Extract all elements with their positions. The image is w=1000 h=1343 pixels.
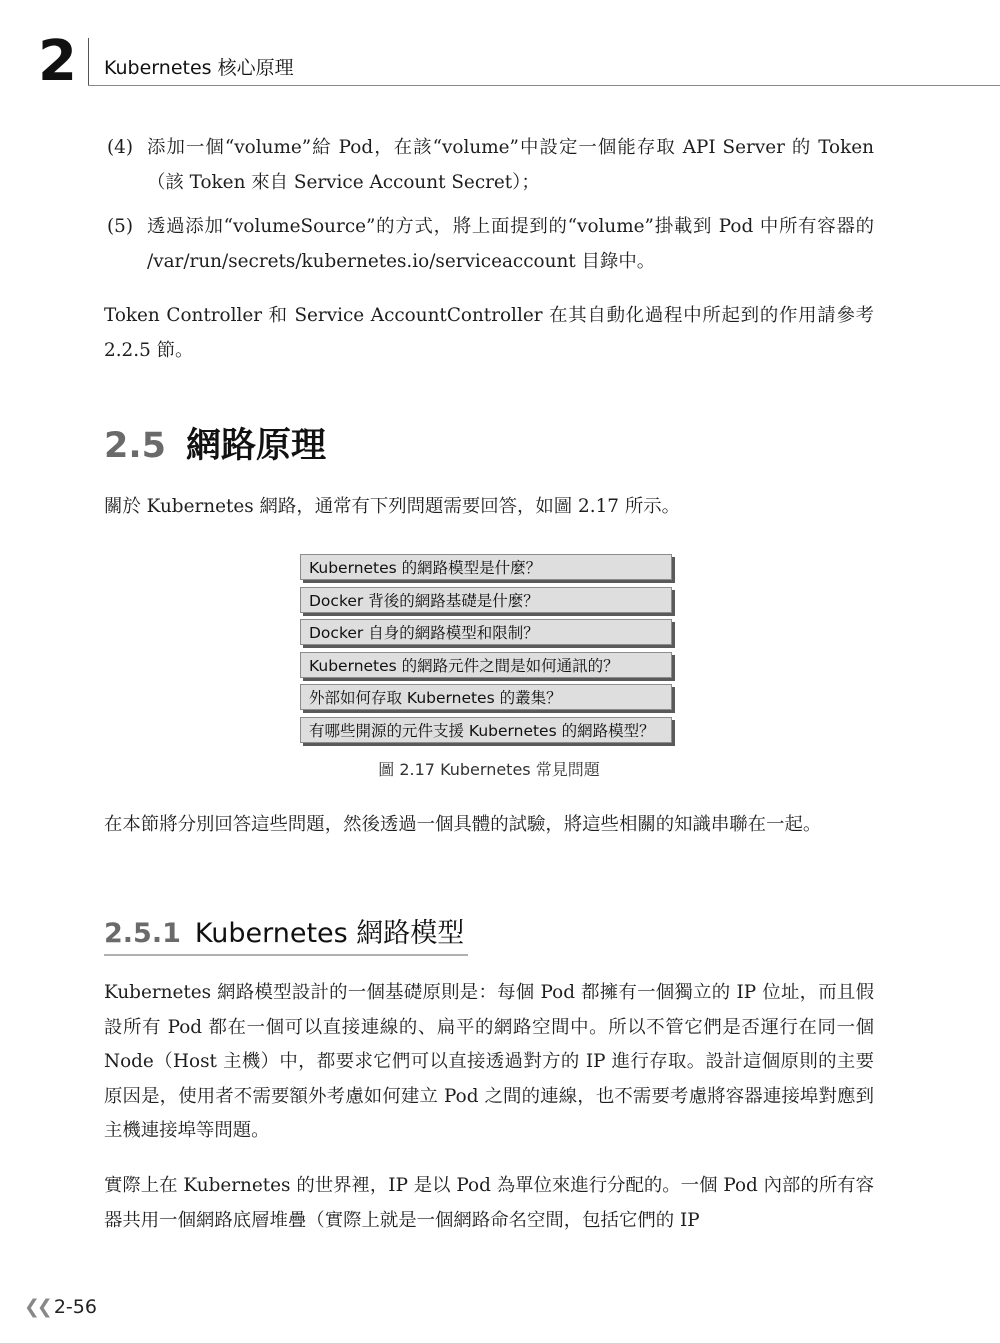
list-text: 添加一個“volume”給 Pod，在該“volume”中設定一個能存取 API Server 的 Token（該 Token 來自 Service Account Secret）；	[147, 137, 874, 193]
section-heading	[104, 422, 326, 470]
figure-box: Docker 背後的網路基礎是什麼？	[300, 587, 672, 613]
page-footer	[24, 1294, 97, 1320]
subsection-number: 2.5.1	[104, 918, 181, 949]
chapter-number: 2	[38, 29, 77, 94]
list-number: (4)	[107, 137, 134, 158]
list-text: 透過添加“volumeSource”的方式，將上面提到的“volume”掛載到 Pod 中所有容器的 /var/run/secrets/kubernetes.io/serviceaccount 目錄中。	[147, 216, 874, 272]
paragraph-intro: 關於 Kubernetes 網路，通常有下列問題需要回答，如圖 2.17 所示。	[104, 496, 680, 517]
list-number: (5)	[107, 216, 134, 237]
figure-caption: 圖 2.17 Kubernetes 常見問題	[378, 760, 600, 779]
list-item-5	[107, 210, 874, 279]
double-chevron-left-icon: ❮❮	[24, 1296, 50, 1318]
subsection-underline	[104, 954, 468, 956]
paragraph-network-model: Kubernetes 網路模型設計的一個基礎原則是：每個 Pod 都擁有一個獨立的 IP 位址，而且假設所有 Pod 都在一個可以直接連線的、扁平的網路空間中。所以不管它們是否運行在同一個 Node（Host 主機）中，都要求它們可以直接透過對方的 IP 進行存取。設計這個原則的主要原因是，使用者不需要額外考慮如何建立 Pod 之間的連線，也不需要考慮將容器連接埠對應到主機連接埠等問題。	[104, 982, 874, 1141]
figure-box: Docker 自身的網路模型和限制？	[300, 619, 672, 645]
header-divider-vertical	[88, 38, 89, 86]
figure-box: 外部如何存取 Kubernetes 的叢集？	[300, 684, 672, 710]
figure-box: 有哪些開源的元件支援 Kubernetes 的網路模型？	[300, 717, 672, 743]
paragraph-token-controller: Token Controller 和 Service AccountController 在其自動化過程中所起到的作用請參考 2.2.5 節。	[104, 305, 874, 361]
section-title-text: 網路原理	[186, 426, 327, 466]
header-divider-horizontal	[88, 85, 1000, 86]
subsection-title-text: Kubernetes 網路模型	[194, 918, 465, 949]
section-number: 2.5	[104, 426, 167, 466]
figure-question-list	[300, 554, 678, 750]
figure-box: Kubernetes 的網路模型是什麼？	[300, 554, 672, 580]
paragraph-ip-allocation: 實際上在 Kubernetes 的世界裡，IP 是以 Pod 為單位來進行分配的。一個 Pod 內部的所有容器共用一個網路底層堆疊（實際上就是一個網路命名空間，包括它們的 IP	[104, 1175, 874, 1231]
list-item-4	[107, 131, 874, 200]
subsection-heading	[104, 914, 466, 954]
figure-box: Kubernetes 的網路元件之間是如何通訊的？	[300, 652, 672, 678]
chapter-title: Kubernetes 核心原理	[104, 57, 294, 79]
paragraph-plan: 在本節將分別回答這些問題，然後透過一個具體的試驗，將這些相關的知識串聯在一起。	[104, 814, 822, 835]
page-number: 2-56	[53, 1296, 97, 1318]
